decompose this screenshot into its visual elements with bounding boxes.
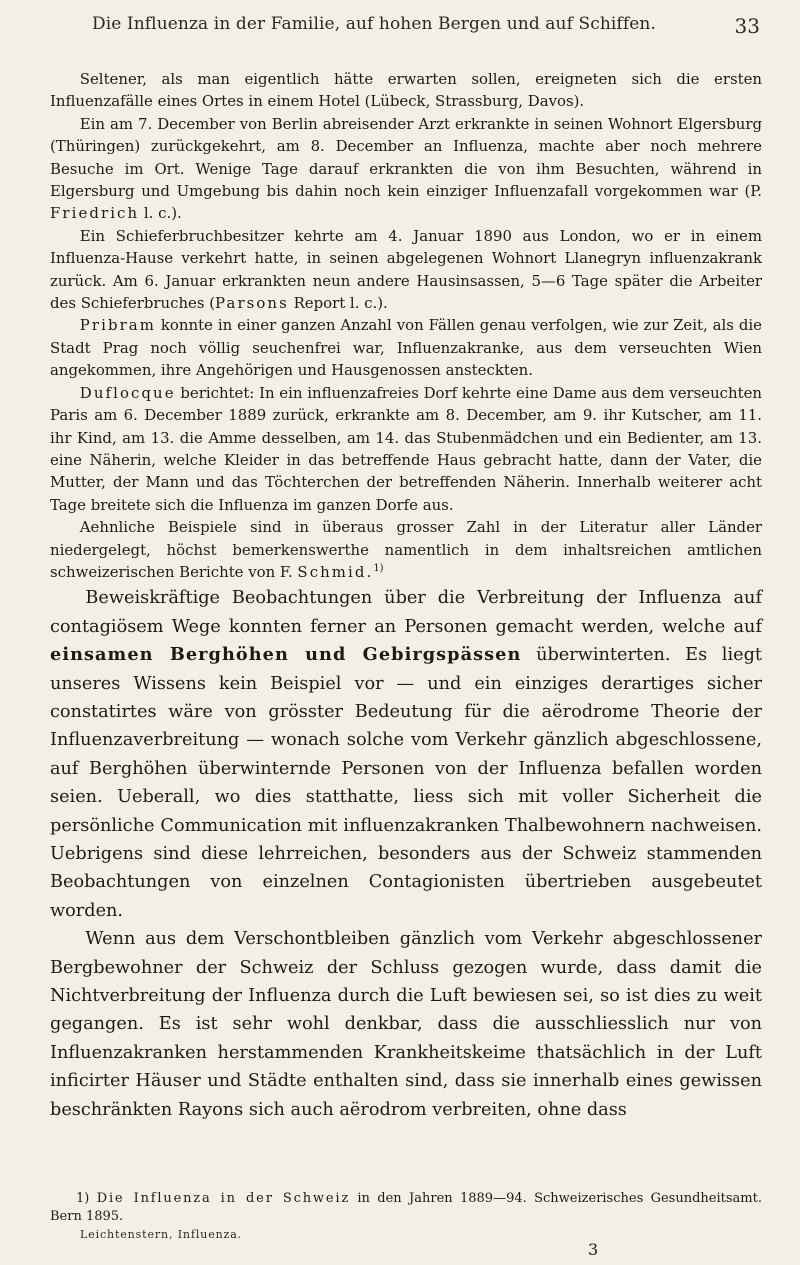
author-schmid: Schmid. <box>297 562 374 581</box>
paragraph-duflocque: Duflocque berichtet: In ein influenzafreies Dorf kehrte eine Dame aus dem verseuchten Paris am 6. December 1889 zurück, erkrankte am 8. December, am 9. ihr Kutscher, am 11. ihr Kind, am 13. die Amme desselben, am 14. das Stubenmädchen und ein Bedienter, am 13. eine Näherin, welche Kleider in das betreffende Haus gebracht hatte, dann der Vater, die Mutter, der Mann und das Töchterchen der betreffenden Näherin. Innerhalb weiterer acht Tage breitete sich die Influenza im ganzen Dorfe aus. <box>50 383 762 514</box>
paragraph-elgersburg: Ein am 7. December von Berlin abreisender Arzt erkrankte in seinen Wohnort Elgersburg (Thüringen) zurückgekehrt, am 8. December an Influenza, machte aber noch mehrere Besuche im Ort. Wenige Tage darauf erkrankten die von ihm Besuchten, während in Elgersburg und Umgebung bis dahin noch kein einziger Influenzafall vorgekommen war (P. Friedrich l. c.). <box>50 114 762 223</box>
author-parsons: Parsons <box>215 294 289 313</box>
page-number: 33 <box>734 14 760 38</box>
running-title: Die Influenza in der Familie, auf hohen Bergen und auf Schiffen. <box>92 14 656 34</box>
sheet-number: 3 <box>588 1240 599 1259</box>
printer-signature: Leichtenstern, Influenza. <box>80 1228 243 1241</box>
author-pribram: Pribram <box>79 316 156 335</box>
paragraph-berghoehen: Beweiskräftige Beobachtungen über die Verbreitung der Influenza auf contagiösem Wege konnten ferner an Personen gemacht werden, welche auf einsamen Berghöhen und Gebirgspässen überwinterten. Es liegt unseres Wissens kein Beispiel vor — und ein einziges derartiges sicher constatirtes wäre von grösster Bedeutung für die aërodrome Theorie der Influenzaverbreitung — wonach solche vom Verkehr gänzlich abgeschlossene, auf Berghöhen überwinternde Personen von der Influenza befallen worden seien. Ueberall, wo dies statthatte, liess sich mit voller Sicherheit die persönliche Communication mit influenzakranken Thalbewohnern nachweisen. Uebrigens sind diese lehrreichen, besonders aus der Schweiz stammenden Beobachtungen von einzelnen Contagionisten übertrieben ausgebeutet worden. <box>50 588 763 921</box>
paragraph-pribram: Pribram konnte in einer ganzen Anzahl von Fällen genau verfolgen, wie zur Zeit, als die Stadt Prag noch völlig seuchenfrei war, Influenzakranke, aus dem verseuchten Wien angekommen, ihre Angehörigen und Hausgenossen ansteckten. <box>50 316 762 380</box>
author-duflocque: Duflocque <box>79 383 176 402</box>
small-print-section <box>50 68 762 583</box>
paragraph-hotel: Seltener, als man eigentlich hätte erwarten sollen, ereigneten sich die ersten Influenzafälle eines Ortes in einem Hotel (Lübeck, Strassburg, Davos). <box>50 70 762 111</box>
footnote-marker: 1) <box>76 1191 90 1206</box>
paragraph-llanegryn: Ein Schieferbruchbesitzer kehrte am 4. Januar 1890 aus London, wo er in einem Influenza-Hause verkehrt hatte, in seinen abgelegenen Wohnort Llanegryn influenzakrank zurück. Am 6. Januar erkrankten neun andere Hausinsassen, 5—6 Tage später die Arbeiter des Schieferbruches (Parsons Report l. c.). <box>50 226 762 313</box>
paragraph-verschontbleiben: Wenn aus dem Verschontbleiben gänzlich vom Verkehr abgeschlossener Bergbewohner der Schweiz der Schluss gezogen wurde, dass damit die Nichtverbreitung der Influenza durch die Luft bewiesen sei, so ist dies zu weit gegangen. Es ist sehr wohl denkbar, dass die ausschliesslich nur von Influenzakranken herstammenden Krankheitskeime thatsächlich in der Luft inficirter Häuser und Städte enthalten sind, dass sie innerhalb eines gewissen beschränkten Rayons sich auch aërodrom verbreiten, ohne dass <box>50 929 762 1120</box>
body-text <box>50 68 762 1124</box>
large-print-section <box>50 584 762 1124</box>
paragraph-examples: Aehnliche Beispiele sind in überaus grosser Zahl in der Literatur aller Länder niedergelegt, höchst bemerkenswerthe namentlich in dem inhaltsreichen amtlichen schweizerischen Berichte von F. Schmid.$^{1)}$ <box>50 518 762 581</box>
footnote: 1) Die Influenza in der Schweiz in den Jahren 1889—94. Schweizerisches Gesundheitsamt. Bern 1895. <box>50 1191 762 1224</box>
footnote-ref: 1) <box>373 562 384 574</box>
emphasis-berghoehen: einsamen Berghöhen und Gebirgspässen <box>50 644 522 666</box>
author-friedrich: Friedrich <box>50 204 140 223</box>
footnote-title: Die Influenza in der Schweiz <box>96 1191 351 1206</box>
